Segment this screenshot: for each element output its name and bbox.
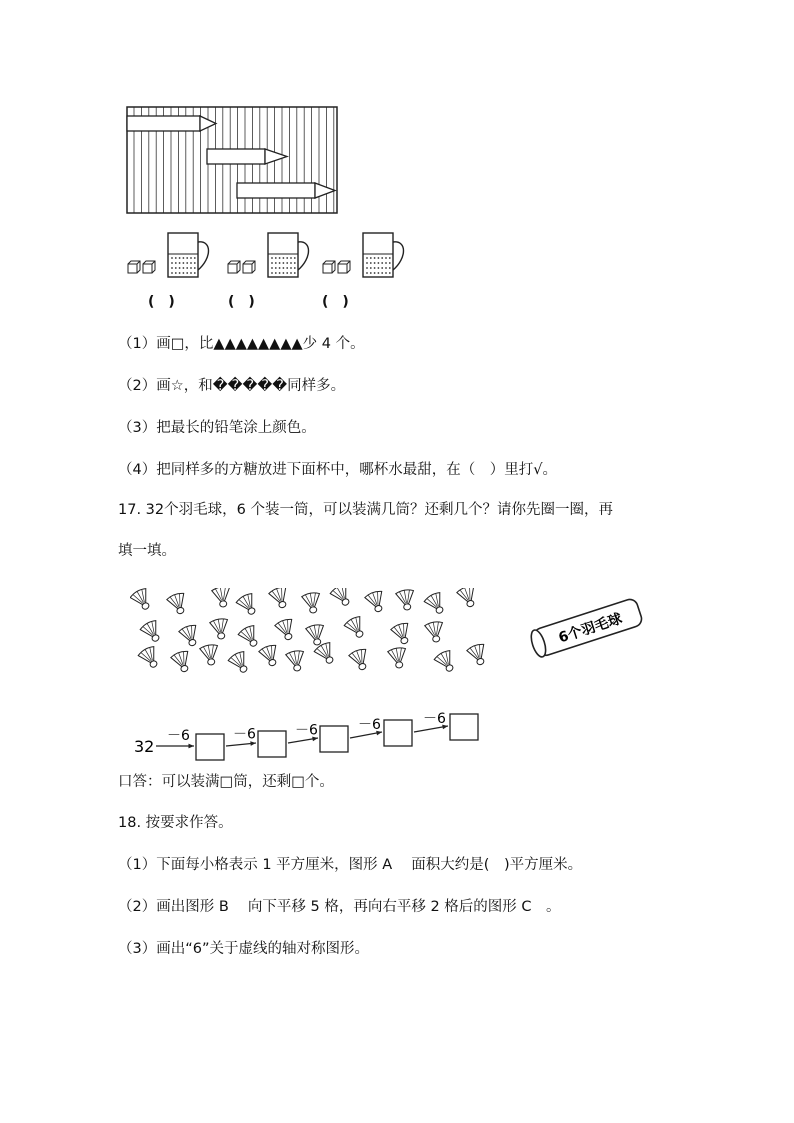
water-dot xyxy=(194,262,196,264)
water-dot xyxy=(190,267,192,269)
cup-answer-blank-2[interactable]: ( ) xyxy=(228,294,255,310)
shuttlecock xyxy=(209,618,230,641)
water-dot xyxy=(385,257,387,259)
cup-answer-blank-1[interactable]: ( ) xyxy=(148,294,175,310)
water-dot xyxy=(366,257,368,259)
chain-step-label: －6 xyxy=(167,728,190,744)
tube-label: 6个羽毛球 xyxy=(556,610,625,647)
q16-part1: （1）画□，比▲▲▲▲▲▲▲▲少 4 个。 xyxy=(118,336,365,352)
water-dot xyxy=(271,267,273,269)
subtraction-chain xyxy=(132,700,492,762)
water-dot xyxy=(290,272,292,274)
shuttlecock xyxy=(130,588,155,613)
water-dot xyxy=(381,262,383,264)
shuttlecock xyxy=(285,650,306,673)
water-dot xyxy=(389,267,391,269)
sugar-cube xyxy=(228,264,237,273)
q17-question-line1: 17. 32个羽毛球，6 个装一筒，可以装满几筒？还剩几个？请你先圈一圈，再 xyxy=(118,502,613,518)
water-dot xyxy=(190,272,192,274)
water-dot xyxy=(374,272,376,274)
water-dot xyxy=(286,257,288,259)
water-dot xyxy=(366,267,368,269)
cup-handle xyxy=(393,242,404,270)
water-dot xyxy=(186,257,188,259)
water-dot xyxy=(171,267,173,269)
shuttlecock xyxy=(166,592,190,617)
water-dot xyxy=(175,272,177,274)
water-dot xyxy=(279,267,281,269)
water-dot xyxy=(378,262,380,264)
shuttlecock xyxy=(395,589,416,612)
water-dot xyxy=(283,272,285,274)
chain-answer-box-3[interactable] xyxy=(320,726,348,752)
chain-arrowhead xyxy=(188,744,194,749)
shuttlecock xyxy=(423,591,449,617)
shuttlecock xyxy=(199,644,220,667)
chain-answer-box-4[interactable] xyxy=(384,720,412,746)
shuttlecock xyxy=(211,588,232,608)
chain-answer-box-5[interactable] xyxy=(450,714,478,740)
water-dot xyxy=(381,272,383,274)
shuttlecock xyxy=(456,588,480,609)
water-dot xyxy=(370,262,372,264)
shuttlecock xyxy=(178,624,202,649)
water-dot xyxy=(283,262,285,264)
q18-title: 18. 按要求作答。 xyxy=(118,815,233,831)
water-dot xyxy=(286,272,288,274)
pencil-1 xyxy=(127,116,216,131)
water-dot xyxy=(275,272,277,274)
cup-group-1 xyxy=(128,233,209,277)
shuttlecock xyxy=(258,644,282,669)
water-dot xyxy=(275,267,277,269)
q16-part3: （3）把最长的铅笔涂上颜色。 xyxy=(118,420,316,436)
water-dot xyxy=(286,267,288,269)
q17-question-line2: 填一填。 xyxy=(118,543,176,559)
sugar-cube xyxy=(128,264,137,273)
shuttlecock xyxy=(390,622,414,647)
water-dot xyxy=(389,257,391,259)
shuttlecock-field xyxy=(130,588,500,688)
shuttlecock xyxy=(329,588,355,609)
water-dot xyxy=(171,257,173,259)
water-dot xyxy=(366,262,368,264)
chain-step-label: －6 xyxy=(423,711,446,727)
cup-answer-blank-3[interactable]: ( ) xyxy=(322,294,349,310)
shuttlecock xyxy=(348,648,372,673)
water-dot xyxy=(171,272,173,274)
shuttlecock xyxy=(305,624,326,647)
shuttlecock xyxy=(137,645,163,671)
shuttlecock xyxy=(364,590,388,615)
shuttlecock xyxy=(139,619,165,645)
water-dot xyxy=(175,262,177,264)
water-dot xyxy=(366,272,368,274)
q17-answer: 口答：可以装满□筒，还剩□个。 xyxy=(118,774,334,790)
water-dot xyxy=(290,262,292,264)
water-dot xyxy=(290,267,292,269)
q16-part4: （4）把同样多的方糖放进下面杯中，哪杯水最甜，在（ ）里打√。 xyxy=(118,462,557,478)
water-dot xyxy=(374,267,376,269)
water-dot xyxy=(190,262,192,264)
cup-handle xyxy=(198,242,209,270)
water-dot xyxy=(271,262,273,264)
water-dot xyxy=(179,267,181,269)
water-dot xyxy=(378,257,380,259)
water-dot xyxy=(183,267,185,269)
water-dot xyxy=(378,272,380,274)
water-dot xyxy=(271,257,273,259)
water-dot xyxy=(286,262,288,264)
chain-start-number: 32 xyxy=(134,737,155,756)
shuttlecock xyxy=(343,615,369,641)
water-dot xyxy=(194,257,196,259)
water-dot xyxy=(179,262,181,264)
water-dot xyxy=(294,257,296,259)
cup-group-2 xyxy=(228,233,309,277)
shuttlecock xyxy=(268,588,292,610)
water-dot xyxy=(370,272,372,274)
q18-part3: （3）画出“6”关于虚线的轴对称图形。 xyxy=(118,941,369,957)
water-dot xyxy=(279,262,281,264)
water-dot xyxy=(389,272,391,274)
shuttlecock xyxy=(237,624,263,650)
chain-step-label: －6 xyxy=(358,717,381,733)
water-dot xyxy=(374,257,376,259)
water-dot xyxy=(175,267,177,269)
water-dot xyxy=(378,267,380,269)
shuttlecock xyxy=(227,650,253,676)
shuttlecock xyxy=(235,592,261,618)
water-dot xyxy=(179,272,181,274)
water-dot xyxy=(283,267,285,269)
water-dot xyxy=(183,262,185,264)
water-dot xyxy=(186,262,188,264)
pencil-comparison-figure xyxy=(126,106,340,216)
water-dot xyxy=(183,257,185,259)
water-dot xyxy=(283,257,285,259)
shuttlecock xyxy=(466,643,490,668)
sugar-cube xyxy=(243,264,252,273)
water-dot xyxy=(370,267,372,269)
q18-part1: （1）下面每小格表示 1 平方厘米，图形 A 面积大约是( )平方厘米。 xyxy=(118,857,583,873)
q16-part2: （2）画☆，和�����同样多。 xyxy=(118,378,346,394)
water-dot xyxy=(374,262,376,264)
shuttlecock xyxy=(274,618,298,643)
sugar-cups-figure xyxy=(126,230,416,280)
chain-answer-box-2[interactable] xyxy=(258,731,286,757)
cup-group-3 xyxy=(323,233,404,277)
water-dot xyxy=(381,267,383,269)
water-dot xyxy=(279,272,281,274)
shuttlecock xyxy=(170,650,194,675)
q18-part2: （2）画出图形 B 向下平移 5 格，再向右平移 2 格后的图形 C 。 xyxy=(118,899,561,915)
water-dot xyxy=(190,257,192,259)
chain-step-label: －6 xyxy=(295,722,318,739)
pencil-3 xyxy=(237,183,335,198)
water-dot xyxy=(179,257,181,259)
water-dot xyxy=(194,272,196,274)
shuttlecock xyxy=(424,621,445,644)
chain-answer-box-1[interactable] xyxy=(196,734,224,760)
water-dot xyxy=(294,272,296,274)
water-dot xyxy=(171,262,173,264)
water-dot xyxy=(186,272,188,274)
water-dot xyxy=(275,257,277,259)
water-dot xyxy=(389,262,391,264)
sugar-cube xyxy=(323,264,332,273)
water-dot xyxy=(183,272,185,274)
shuttlecock xyxy=(301,592,322,615)
chain-step-label: －6 xyxy=(233,726,256,743)
shuttlecock-tube xyxy=(520,592,652,664)
water-dot xyxy=(385,262,387,264)
water-dot xyxy=(279,257,281,259)
water-dot xyxy=(275,262,277,264)
water-dot xyxy=(175,257,177,259)
water-dot xyxy=(271,272,273,274)
sugar-cube xyxy=(143,264,152,273)
shuttlecock xyxy=(433,649,459,675)
water-dot xyxy=(186,267,188,269)
water-dot xyxy=(194,267,196,269)
water-dot xyxy=(294,262,296,264)
water-dot xyxy=(385,272,387,274)
shuttlecock xyxy=(387,647,408,670)
water-dot xyxy=(381,257,383,259)
sugar-cube xyxy=(338,264,347,273)
water-dot xyxy=(370,257,372,259)
water-dot xyxy=(294,267,296,269)
water-dot xyxy=(385,267,387,269)
cup-handle xyxy=(298,242,309,270)
water-dot xyxy=(290,257,292,259)
